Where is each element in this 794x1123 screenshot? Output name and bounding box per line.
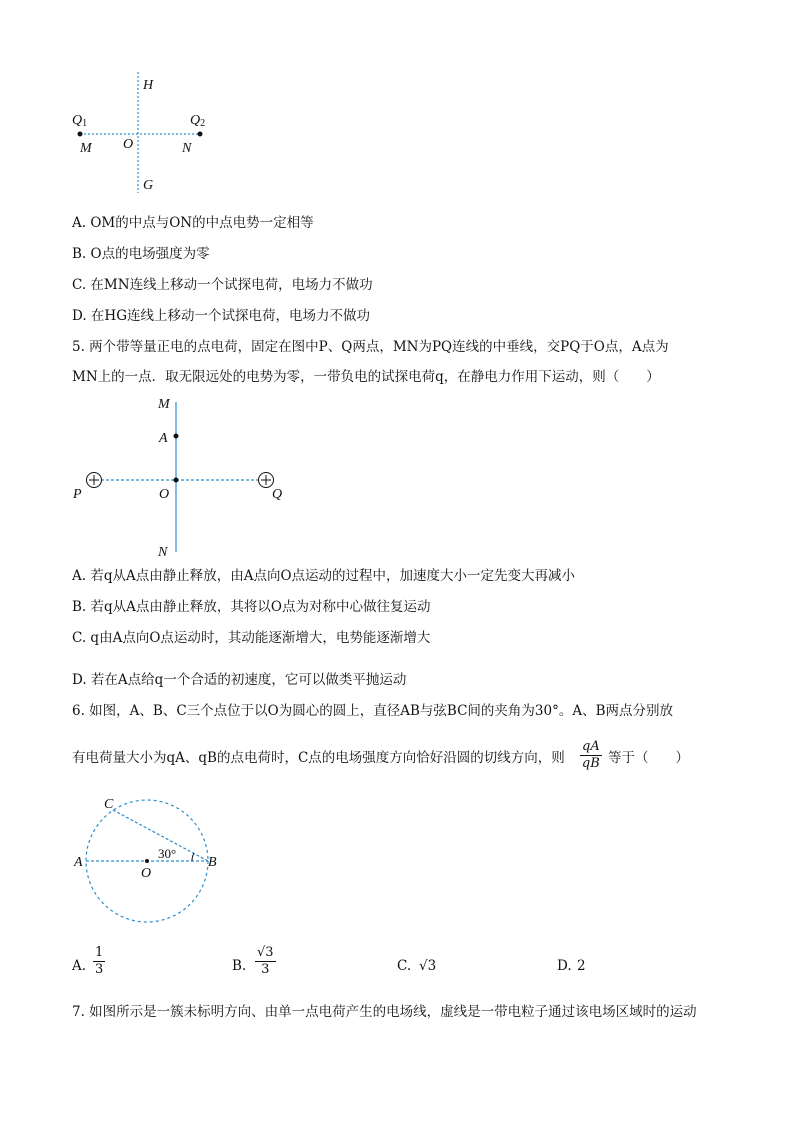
q6-option-d-value: 2 (577, 958, 586, 974)
angle-label: 30° (158, 846, 177, 861)
q6-option-a-label: A. (72, 958, 87, 974)
q6-option-a-fraction: $\frac{1}{3}$ (95, 945, 104, 977)
q4-option-d: D. 在HG连线上移动一个试探电荷，电场力不做功 (72, 308, 370, 324)
q6-option-b-label: B. (232, 958, 247, 974)
q5-stem-line1: 5. 两个带等量正电的点电荷，固定在图中P、Q两点，MN为PQ连线的中垂线，交PQ于O点，A点为 (72, 339, 669, 355)
q5-stem-line2: MN上的一点．取无限远处的电势为零，一带负电的试探电荷q，在静电力作用下运动，则（ ） (72, 369, 660, 385)
q5-option-d: D. 若在A点给q一个合适的初速度，它可以做类平抛运动 (72, 672, 407, 688)
label-q2: Q2 (190, 113, 206, 129)
q7-stem-line1: 7. 如图所示是一簇未标明方向、由单一点电荷产生的电场线，虚线是一带电粒子通过该电场区域时的运动 (72, 1004, 697, 1020)
q4-option-c: C. 在MN连线上移动一个试探电荷，电场力不做功 (72, 277, 373, 293)
q6-option-c-value: √3 (419, 958, 437, 974)
q6-option-d-label: D. (557, 958, 572, 974)
q6-option-b-fraction: $\frac{√3}{3}$ (257, 945, 274, 977)
q6-stem-line1: 6. 如图，A、B、C三个点位于以O为圆心的圆上，直径AB与弦BC间的夹角为30°。A、B两点分别放 (72, 703, 674, 719)
center-o-dot (145, 859, 149, 863)
label-o: O (141, 866, 152, 881)
angle-arc (192, 853, 194, 861)
label-a: A (159, 431, 168, 446)
label-a: A (74, 855, 83, 870)
label-h: H (143, 78, 154, 93)
q4-option-a: A. OM的中点与ON的中点电势一定相等 (72, 215, 314, 231)
q6-option-c-label: C. (397, 958, 412, 974)
q4-option-b: B. O点的电场强度为零 (72, 246, 210, 262)
label-g: G (143, 178, 154, 193)
label-m: M (158, 397, 170, 412)
label-o: O (159, 487, 170, 502)
label-n: N (182, 141, 192, 156)
label-m: M (80, 141, 92, 156)
q6-stem-line2-end: 等于（ ） (608, 750, 689, 766)
q6-charge-ratio-fraction: $\frac{qA}{qB}$ (581, 739, 600, 771)
q5-option-c: C. q由A点向O点运动时，其动能逐渐增大，电势能逐渐增大 (72, 630, 431, 646)
q5-option-a: A. 若q从A点由静止释放，由A点向O点运动的过程中，加速度大小一定先变大再减小 (72, 568, 576, 584)
label-q1: Q1 (72, 113, 88, 129)
q6-stem-line2: 有电荷量大小为qA、qB的点电荷时，C点的电场强度方向恰好沿圆的切线方向，则 (72, 750, 565, 766)
label-b: B (208, 855, 217, 870)
q5-option-b: B. 若q从A点由静止释放，其将以O点为对称中心做往复运动 (72, 599, 431, 615)
label-c: C (104, 797, 114, 812)
label-o: O (123, 137, 134, 152)
label-n: N (158, 545, 168, 560)
label-p: P (73, 487, 82, 502)
label-q: Q (272, 487, 283, 502)
